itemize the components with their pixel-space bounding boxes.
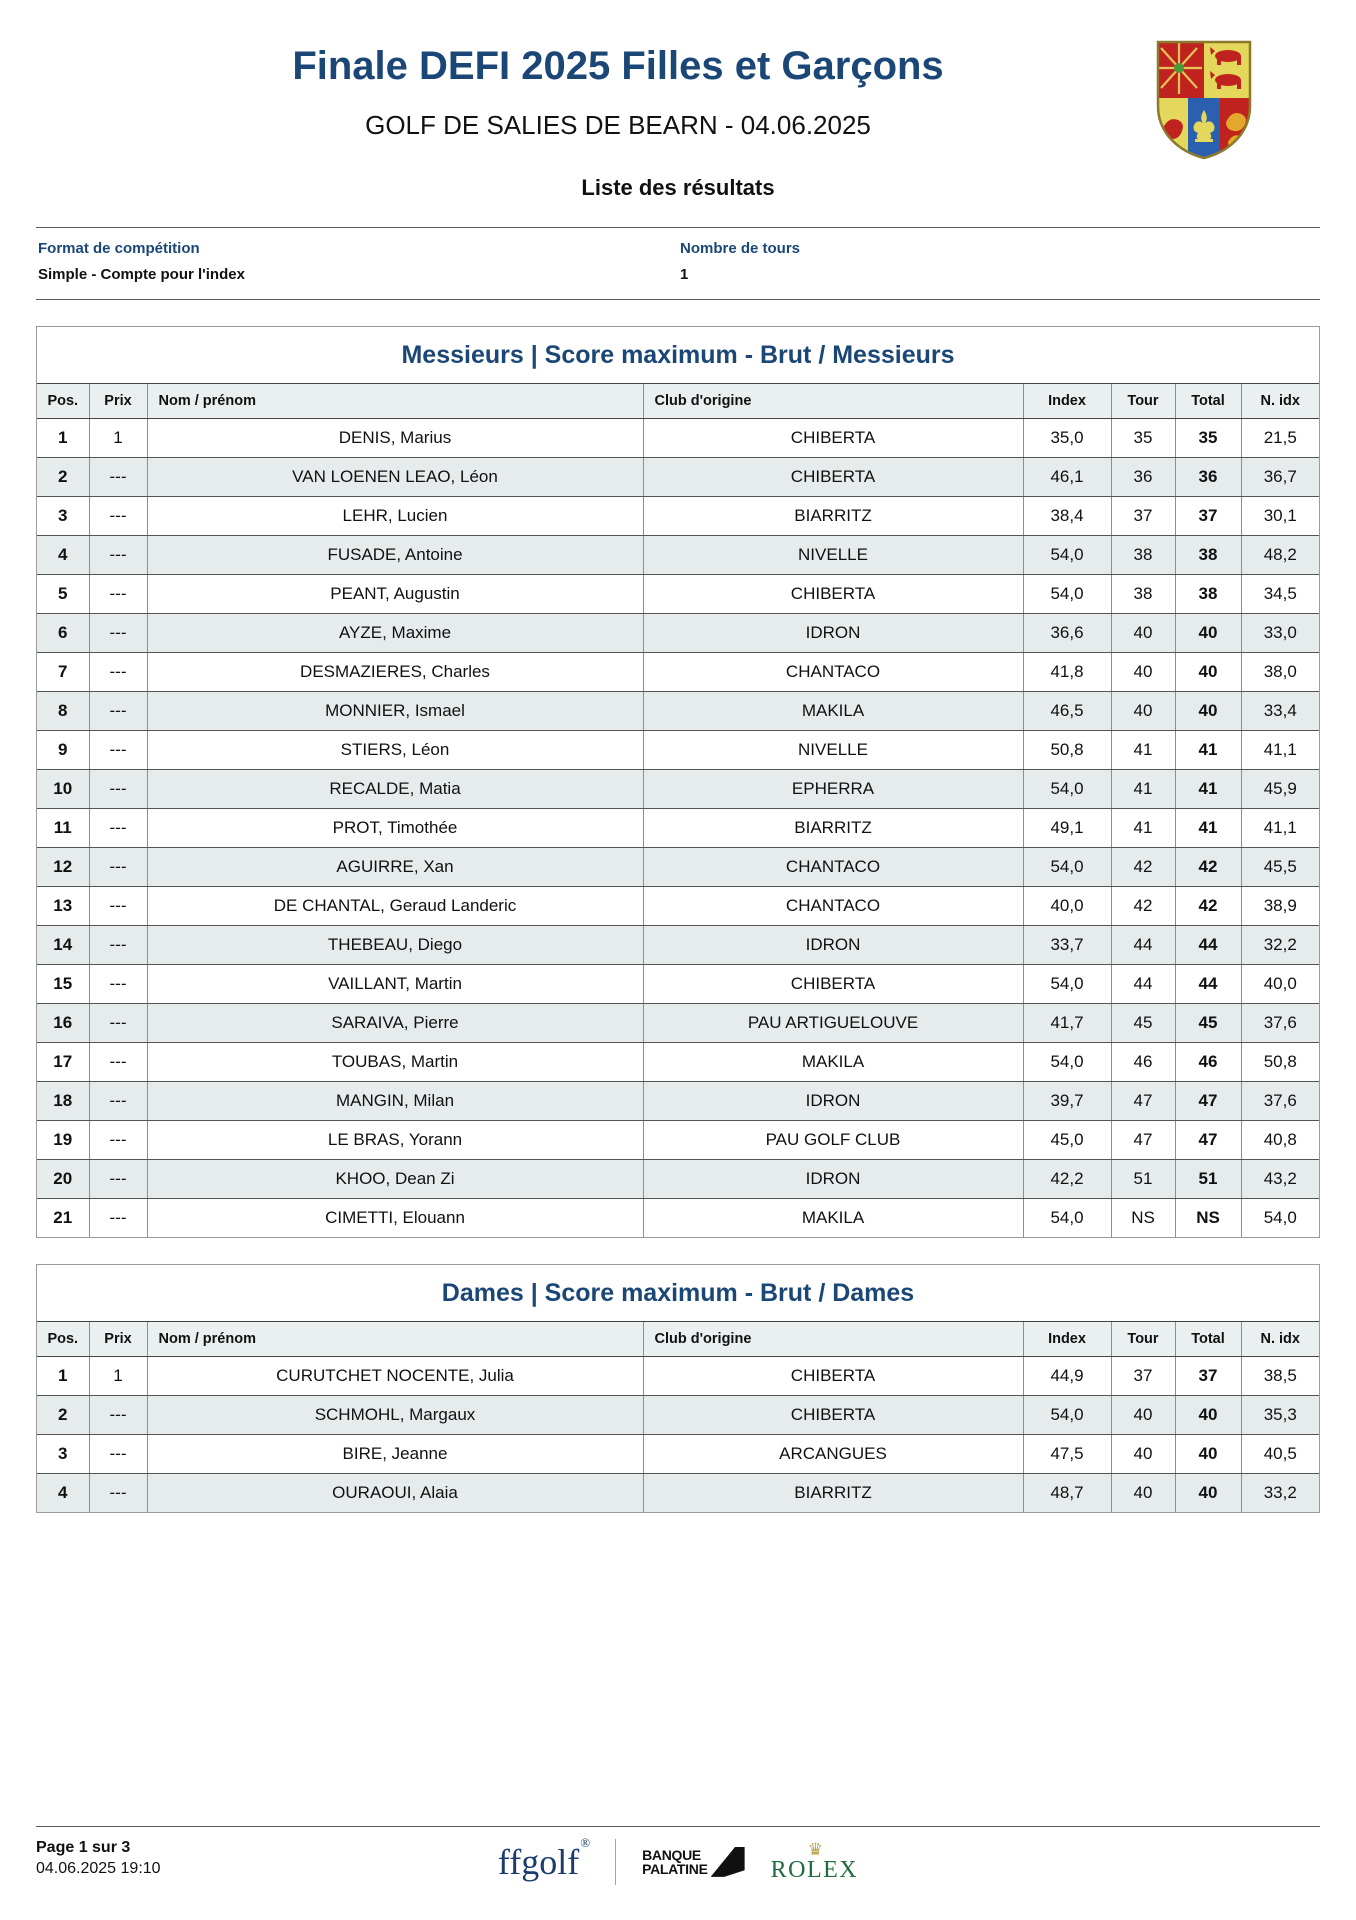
cell-index: 48,7 — [1023, 1474, 1111, 1513]
cell-club: MAKILA — [643, 1043, 1023, 1082]
cell-nidx: 41,1 — [1241, 809, 1319, 848]
cell-nidx: 45,5 — [1241, 848, 1319, 887]
cell-tour: 44 — [1111, 926, 1175, 965]
cell-total: 35 — [1175, 419, 1241, 458]
cell-pos: 17 — [37, 1043, 89, 1082]
cell-total: 41 — [1175, 809, 1241, 848]
cell-prix: --- — [89, 692, 147, 731]
cell-club: PAU ARTIGUELOUVE — [643, 1004, 1023, 1043]
cell-total: 40 — [1175, 1396, 1241, 1435]
table-row — [37, 1357, 1319, 1396]
cell-index: 45,0 — [1023, 1121, 1111, 1160]
cell-index: 54,0 — [1023, 1396, 1111, 1435]
table-row — [37, 731, 1319, 770]
rounds-column — [678, 240, 1320, 283]
cell-index: 54,0 — [1023, 536, 1111, 575]
cell-tour: 40 — [1111, 614, 1175, 653]
cell-nidx: 40,8 — [1241, 1121, 1319, 1160]
cell-index: 39,7 — [1023, 1082, 1111, 1121]
cell-nidx: 38,9 — [1241, 887, 1319, 926]
table-row — [37, 1082, 1319, 1121]
cell-nidx: 37,6 — [1241, 1082, 1319, 1121]
palatine-line-2: PALATINE — [642, 1860, 708, 1877]
cell-index: 54,0 — [1023, 1199, 1111, 1238]
cell-total: 46 — [1175, 1043, 1241, 1082]
cell-tour: 38 — [1111, 575, 1175, 614]
cell-name: RECALDE, Matia — [147, 770, 643, 809]
cell-index: 54,0 — [1023, 770, 1111, 809]
footer-page-info — [36, 1837, 161, 1880]
cell-club: NIVELLE — [643, 536, 1023, 575]
cell-prix: --- — [89, 1121, 147, 1160]
cell-total: 44 — [1175, 965, 1241, 1004]
cell-nidx: 33,0 — [1241, 614, 1319, 653]
table-row — [37, 575, 1319, 614]
table-row — [37, 1435, 1319, 1474]
cell-name: PEANT, Augustin — [147, 575, 643, 614]
cell-name: AYZE, Maxime — [147, 614, 643, 653]
table-row — [37, 1121, 1319, 1160]
cell-prix: --- — [89, 731, 147, 770]
column-header-club: Club d'origine — [643, 384, 1023, 419]
competition-meta — [36, 228, 1320, 289]
results-table — [37, 383, 1319, 1237]
cell-pos: 2 — [37, 458, 89, 497]
cell-name: SARAIVA, Pierre — [147, 1004, 643, 1043]
cell-tour: 40 — [1111, 1435, 1175, 1474]
table-row — [37, 614, 1319, 653]
document-header — [36, 0, 1320, 201]
cell-name: LEHR, Lucien — [147, 497, 643, 536]
cell-name: MONNIER, Ismael — [147, 692, 643, 731]
result-block-title: Messieurs | Score maximum - Brut / Messieurs — [37, 327, 1319, 383]
cell-pos: 14 — [37, 926, 89, 965]
cell-pos: 4 — [37, 1474, 89, 1513]
cell-tour: 42 — [1111, 887, 1175, 926]
cell-club: MAKILA — [643, 692, 1023, 731]
cell-prix: --- — [89, 887, 147, 926]
ffgolf-registered-mark: ® — [580, 1834, 591, 1850]
format-value: Simple - Compte pour l'index — [38, 266, 245, 283]
result-block — [36, 326, 1320, 1238]
cell-club: IDRON — [643, 1160, 1023, 1199]
cell-nidx: 35,3 — [1241, 1396, 1319, 1435]
cell-total: 45 — [1175, 1004, 1241, 1043]
cell-club: ARCANGUES — [643, 1435, 1023, 1474]
table-row — [37, 809, 1319, 848]
column-header-total: Total — [1175, 384, 1241, 419]
table-row — [37, 1043, 1319, 1082]
column-header-total: Total — [1175, 1322, 1241, 1357]
cell-tour: 51 — [1111, 1160, 1175, 1199]
cell-name: CURUTCHET NOCENTE, Julia — [147, 1357, 643, 1396]
cell-tour: 37 — [1111, 497, 1175, 536]
cell-prix: --- — [89, 848, 147, 887]
cell-club: BIARRITZ — [643, 809, 1023, 848]
cell-name: OURAOUI, Alaia — [147, 1474, 643, 1513]
cell-club: CHIBERTA — [643, 419, 1023, 458]
cell-pos: 2 — [37, 1396, 89, 1435]
cell-total: 47 — [1175, 1082, 1241, 1121]
header-divider-bottom — [36, 299, 1320, 300]
table-row — [37, 692, 1319, 731]
cell-total: 42 — [1175, 887, 1241, 926]
table-row — [37, 1004, 1319, 1043]
cell-pos: 13 — [37, 887, 89, 926]
cell-pos: 7 — [37, 653, 89, 692]
column-header-prix: Prix — [89, 1322, 147, 1357]
cell-tour: 47 — [1111, 1082, 1175, 1121]
cell-total: NS — [1175, 1199, 1241, 1238]
cell-nidx: 48,2 — [1241, 536, 1319, 575]
column-header-index: Index — [1023, 384, 1111, 419]
cell-pos: 3 — [37, 1435, 89, 1474]
cell-tour: 35 — [1111, 419, 1175, 458]
cell-tour: NS — [1111, 1199, 1175, 1238]
column-header-nidx: N. idx — [1241, 1322, 1319, 1357]
cell-pos: 10 — [37, 770, 89, 809]
ffgolf-logo-text: ffgolf — [497, 1841, 580, 1882]
cell-club: NIVELLE — [643, 731, 1023, 770]
cell-club: EPHERRA — [643, 770, 1023, 809]
cell-index: 42,2 — [1023, 1160, 1111, 1199]
palatine-line-1: BANQUE — [642, 1846, 701, 1863]
cell-pos: 15 — [37, 965, 89, 1004]
page-title: Finale DEFI 2025 Filles et Garçons — [292, 44, 944, 88]
cell-club: CHANTACO — [643, 653, 1023, 692]
cell-index: 50,8 — [1023, 731, 1111, 770]
cell-nidx: 50,8 — [1241, 1043, 1319, 1082]
cell-index: 46,1 — [1023, 458, 1111, 497]
cell-nidx: 38,5 — [1241, 1357, 1319, 1396]
generation-timestamp: 04.06.2025 19:10 — [36, 1860, 161, 1878]
cell-total: 40 — [1175, 692, 1241, 731]
table-row — [37, 887, 1319, 926]
column-header-pos: Pos. — [37, 384, 89, 419]
cell-club: CHANTACO — [643, 848, 1023, 887]
cell-name: VAILLANT, Martin — [147, 965, 643, 1004]
cell-prix: 1 — [89, 1357, 147, 1396]
column-header-pos: Pos. — [37, 1322, 89, 1357]
column-header-index: Index — [1023, 1322, 1111, 1357]
cell-club: MAKILA — [643, 1199, 1023, 1238]
cell-prix: --- — [89, 614, 147, 653]
cell-pos: 1 — [37, 419, 89, 458]
cell-nidx: 41,1 — [1241, 731, 1319, 770]
cell-prix: --- — [89, 1199, 147, 1238]
cell-index: 41,8 — [1023, 653, 1111, 692]
table-row — [37, 458, 1319, 497]
column-header-nidx: N. idx — [1241, 384, 1319, 419]
cell-pos: 6 — [37, 614, 89, 653]
table-header-row — [37, 1322, 1319, 1357]
cell-club: IDRON — [643, 1082, 1023, 1121]
cell-prix: --- — [89, 1004, 147, 1043]
column-header-tour: Tour — [1111, 384, 1175, 419]
cell-club: CHANTACO — [643, 887, 1023, 926]
cell-name: FUSADE, Antoine — [147, 536, 643, 575]
cell-tour: 42 — [1111, 848, 1175, 887]
banque-palatine-logo-icon — [642, 1847, 745, 1877]
cell-prix: --- — [89, 1396, 147, 1435]
cell-nidx: 33,4 — [1241, 692, 1319, 731]
cell-prix: --- — [89, 497, 147, 536]
table-header-row — [37, 384, 1319, 419]
column-header-prix: Prix — [89, 384, 147, 419]
cell-pos: 19 — [37, 1121, 89, 1160]
cell-club: CHIBERTA — [643, 575, 1023, 614]
cell-nidx: 40,0 — [1241, 965, 1319, 1004]
cell-prix: --- — [89, 1435, 147, 1474]
cell-pos: 5 — [37, 575, 89, 614]
cell-name: BIRE, Jeanne — [147, 1435, 643, 1474]
cell-prix: --- — [89, 653, 147, 692]
rounds-value: 1 — [680, 266, 689, 283]
rolex-crown-icon: ♛ — [807, 1840, 821, 1860]
cell-club: BIARRITZ — [643, 1474, 1023, 1513]
cell-total: 51 — [1175, 1160, 1241, 1199]
cell-prix: --- — [89, 575, 147, 614]
cell-name: TOUBAS, Martin — [147, 1043, 643, 1082]
cell-name: THEBEAU, Diego — [147, 926, 643, 965]
cell-total: 44 — [1175, 926, 1241, 965]
cell-prix: --- — [89, 926, 147, 965]
cell-tour: 47 — [1111, 1121, 1175, 1160]
cell-index: 40,0 — [1023, 887, 1111, 926]
table-row — [37, 1160, 1319, 1199]
cell-name: PROT, Timothée — [147, 809, 643, 848]
cell-total: 41 — [1175, 770, 1241, 809]
cell-index: 54,0 — [1023, 1043, 1111, 1082]
cell-pos: 16 — [37, 1004, 89, 1043]
cell-prix: --- — [89, 965, 147, 1004]
cell-club: IDRON — [643, 614, 1023, 653]
rounds-label: Nombre de tours — [680, 240, 801, 257]
cell-index: 35,0 — [1023, 419, 1111, 458]
cell-index: 44,9 — [1023, 1357, 1111, 1396]
cell-nidx: 40,5 — [1241, 1435, 1319, 1474]
cell-total: 38 — [1175, 575, 1241, 614]
cell-tour: 41 — [1111, 770, 1175, 809]
cell-name: CIMETTI, Elouann — [147, 1199, 643, 1238]
cell-index: 54,0 — [1023, 965, 1111, 1004]
cell-name: SCHMOHL, Margaux — [147, 1396, 643, 1435]
cell-tour: 41 — [1111, 809, 1175, 848]
cell-pos: 18 — [37, 1082, 89, 1121]
cell-club: IDRON — [643, 926, 1023, 965]
cell-nidx: 37,6 — [1241, 1004, 1319, 1043]
cell-name: AGUIRRE, Xan — [147, 848, 643, 887]
format-label: Format de compétition — [38, 240, 200, 257]
cell-tour: 36 — [1111, 458, 1175, 497]
cell-index: 46,5 — [1023, 692, 1111, 731]
cell-prix: --- — [89, 458, 147, 497]
cell-index: 54,0 — [1023, 848, 1111, 887]
table-row — [37, 770, 1319, 809]
table-row — [37, 419, 1319, 458]
cell-total: 37 — [1175, 497, 1241, 536]
table-row — [37, 1396, 1319, 1435]
cell-name: VAN LOENEN LEAO, Léon — [147, 458, 643, 497]
rolex-logo-icon — [771, 1841, 859, 1882]
cell-pos: 20 — [37, 1160, 89, 1199]
cell-nidx: 30,1 — [1241, 497, 1319, 536]
results-table — [37, 1321, 1319, 1512]
cell-tour: 40 — [1111, 653, 1175, 692]
cell-index: 49,1 — [1023, 809, 1111, 848]
cell-total: 38 — [1175, 536, 1241, 575]
cell-club: CHIBERTA — [643, 458, 1023, 497]
cell-nidx: 45,9 — [1241, 770, 1319, 809]
cell-club: PAU GOLF CLUB — [643, 1121, 1023, 1160]
cell-club: CHIBERTA — [643, 1396, 1023, 1435]
cell-tour: 38 — [1111, 536, 1175, 575]
cell-total: 36 — [1175, 458, 1241, 497]
cell-prix: --- — [89, 1160, 147, 1199]
cell-index: 41,7 — [1023, 1004, 1111, 1043]
cell-club: CHIBERTA — [643, 965, 1023, 1004]
page-number: Page 1 sur 3 — [36, 1838, 131, 1856]
table-row — [37, 1199, 1319, 1238]
cell-tour: 40 — [1111, 1474, 1175, 1513]
cell-pos: 8 — [37, 692, 89, 731]
cell-total: 37 — [1175, 1357, 1241, 1396]
cell-pos: 21 — [53, 1208, 73, 1227]
cell-pos: 11 — [37, 809, 89, 848]
column-header-tour: Tour — [1111, 1322, 1175, 1357]
logo-divider — [615, 1839, 616, 1885]
cell-prix: --- — [89, 536, 147, 575]
column-header-club: Club d'origine — [643, 1322, 1023, 1357]
cell-club: CHIBERTA — [643, 1357, 1023, 1396]
cell-nidx: 43,2 — [1241, 1160, 1319, 1199]
cell-nidx: 32,2 — [1241, 926, 1319, 965]
results-list-heading: Liste des résultats — [581, 175, 775, 200]
cell-nidx: 34,5 — [1241, 575, 1319, 614]
column-header-name: Nom / prénom — [147, 1322, 643, 1357]
cell-prix: 1 — [89, 419, 147, 458]
cell-tour: 45 — [1111, 1004, 1175, 1043]
cell-pos: 4 — [37, 536, 89, 575]
cell-pos: 12 — [37, 848, 89, 887]
results-blocks — [36, 326, 1320, 1513]
cell-total: 40 — [1175, 1435, 1241, 1474]
cell-prix: --- — [89, 809, 147, 848]
cell-nidx: 33,2 — [1241, 1474, 1319, 1513]
cell-name: DESMAZIERES, Charles — [147, 653, 643, 692]
cell-total: 40 — [1175, 1474, 1241, 1513]
cell-prix: --- — [89, 770, 147, 809]
table-row — [37, 965, 1319, 1004]
cell-tour: 46 — [1111, 1043, 1175, 1082]
cell-tour: 44 — [1111, 965, 1175, 1004]
cell-nidx: 54,0 — [1241, 1199, 1319, 1238]
format-column — [36, 240, 678, 283]
cell-nidx: 38,0 — [1241, 653, 1319, 692]
ffgolf-logo-icon — [497, 1834, 591, 1882]
result-block — [36, 1264, 1320, 1513]
cell-name: MANGIN, Milan — [147, 1082, 643, 1121]
cell-pos: 9 — [37, 731, 89, 770]
cell-index: 33,7 — [1023, 926, 1111, 965]
cell-nidx: 36,7 — [1241, 458, 1319, 497]
table-row — [37, 653, 1319, 692]
cell-name: LE BRAS, Yorann — [147, 1121, 643, 1160]
cell-total: 41 — [1175, 731, 1241, 770]
cell-total: 40 — [1175, 614, 1241, 653]
cell-index: 38,4 — [1023, 497, 1111, 536]
cell-total: 47 — [1175, 1121, 1241, 1160]
cell-total: 42 — [1175, 848, 1241, 887]
cell-pos: 3 — [37, 497, 89, 536]
table-row — [37, 926, 1319, 965]
cell-prix: --- — [89, 1043, 147, 1082]
column-header-name: Nom / prénom — [147, 384, 643, 419]
cell-total: 40 — [1175, 653, 1241, 692]
cell-club: BIARRITZ — [643, 497, 1023, 536]
rolex-logo-text: ROLEX — [770, 1857, 859, 1884]
cell-tour: 40 — [1111, 692, 1175, 731]
bearn-navarre-coat-of-arms-icon — [1154, 38, 1254, 162]
document-footer — [36, 1826, 1320, 1884]
cell-name: KHOO, Dean Zi — [147, 1160, 643, 1199]
table-row — [37, 848, 1319, 887]
cell-name: STIERS, Léon — [147, 731, 643, 770]
cell-index: 36,6 — [1023, 614, 1111, 653]
result-block-title: Dames | Score maximum - Brut / Dames — [37, 1265, 1319, 1321]
cell-tour: 41 — [1111, 731, 1175, 770]
palatine-swoosh-icon — [711, 1847, 745, 1877]
cell-tour: 37 — [1111, 1357, 1175, 1396]
cell-nidx: 21,5 — [1241, 419, 1319, 458]
sponsor-logos — [36, 1834, 1320, 1885]
table-row — [37, 497, 1319, 536]
cell-tour: 40 — [1111, 1396, 1175, 1435]
table-row — [37, 536, 1319, 575]
cell-index: 47,5 — [1023, 1435, 1111, 1474]
table-row — [37, 1474, 1319, 1513]
cell-prix: --- — [89, 1474, 147, 1513]
cell-name: DENIS, Marius — [147, 419, 643, 458]
event-subtitle: GOLF DE SALIES DE BEARN - 04.06.2025 — [365, 110, 871, 140]
cell-index: 54,0 — [1023, 575, 1111, 614]
cell-name: DE CHANTAL, Geraud Landeric — [147, 887, 643, 926]
palatine-logo-text — [642, 1848, 708, 1877]
cell-prix: --- — [89, 1082, 147, 1121]
cell-pos: 1 — [37, 1357, 89, 1396]
